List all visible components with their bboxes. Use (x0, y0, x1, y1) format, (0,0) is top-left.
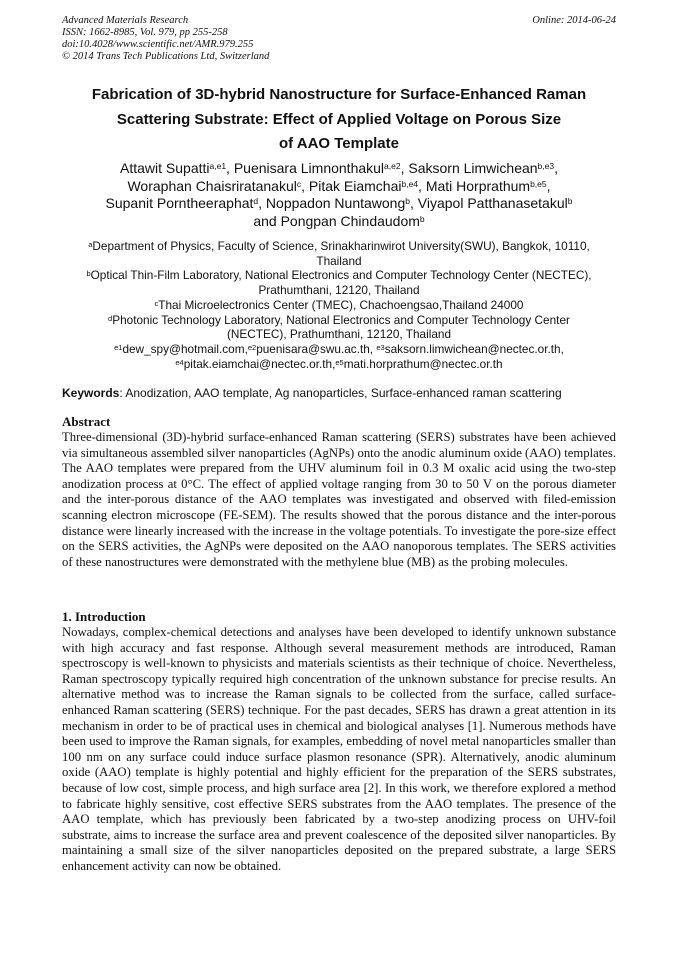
author-sup: b,e3 (537, 161, 555, 171)
author: Woraphan Chaisriratanakul (127, 177, 297, 194)
journal-name: Advanced Materials Research (62, 15, 189, 26)
email: mati.horprathum@nectec.or.th (343, 356, 503, 371)
introduction-heading: 1. Introduction (62, 609, 146, 624)
email-sup: e4 (175, 357, 184, 367)
author: Supanit Porntheeraphat (105, 195, 254, 211)
title-line: of AAO Template (278, 135, 399, 152)
issn-line: ISSN: 1662-8985, Vol. 979, pp 255-258 (62, 27, 228, 38)
abstract-text: Three-dimensional (3D)-hybrid surface-enhanced Raman scattering (SERS) substrates have been achieved via simultaneous assembled silver nanoparticles (AgNPs) onto the anodic aluminum oxide (AAO) templates. The AAO templates were prepared from the UHV aluminum foil in 0.3 M oxalic acid using the two-step anodization process at 0°C. The effect of applied voltage ranging from 30 to 50 V on the porous diameter and the inter-porous distance of the AAO templates was investigated and observed with filed-emission scanning electron microscope (FE-SEM). The results showed that the porous distance and the inter-porous distance were linearly increased with the increase in the voltage potentials. To investigate the pore-size effect on the SERS activities, the AgNPs were deposited on the AAO nanoporous templates. The SERS activities of these nanostructures were demonstrated with the methylene blue (MB) as the probing molecules. (62, 430, 616, 569)
affil-sup: b (86, 269, 91, 279)
author: Pongpan Chindaudom (280, 212, 420, 229)
affiliation-b: Optical Thin-Film Laboratory, National Electronics and Computer Technology Center (NECTEC), (90, 268, 592, 283)
abstract-heading: Abstract (62, 414, 111, 429)
doi-line: doi:10.4028/www.scientific.net/AMR.979.255 (62, 39, 254, 50)
author: Saksorn Limwichean (408, 160, 538, 176)
author-list: Attawit Supatti$^{a,e1}$, Puenisara Limnonthakul$^{a,e2}$, Saksorn Limwichean$^{b,e3}$, Woraphan Chaisriratanakul$^c$, Pitak Eiamchai$^{b,e4}$, Mati Horprathum$^{b,e5}$, Supanit Porntheeraphat$^d$, Noppadon Nuntawong$^b$, Viyapol Patthanasetakul$^b$ and Pongpan Chindaudom$^b$ (105, 160, 573, 229)
affil-sup: c (154, 298, 159, 308)
online-date: Online: 2014-06-24 (532, 15, 616, 26)
keywords-label: Keywords (62, 386, 120, 400)
author-sup: d (253, 196, 259, 206)
author-sup: a,e1 (209, 161, 227, 171)
email-sup: e2 (247, 342, 257, 352)
author: Mati Horprathum (425, 177, 531, 194)
author: Pitak Eiamchai (308, 177, 402, 194)
title-line: Fabrication of 3D-hybrid Nanostructure for Surface-Enhanced Raman (91, 86, 587, 103)
affiliation-b-cont: Prathumthani, 12120, Thailand (258, 283, 420, 298)
paper-title (62, 83, 616, 157)
running-header (62, 15, 616, 63)
author-sup: c (296, 178, 302, 189)
author-sup: b,e5 (530, 178, 547, 189)
abstract-section (62, 414, 616, 570)
author-sup: b (405, 196, 410, 206)
keywords-text: : Anodization, AAO template, Ag nanoparticles, Surface-enhanced raman scattering (119, 386, 562, 400)
affiliation-a-cont: Thailand (316, 253, 362, 268)
affil-sup: d (108, 313, 113, 323)
introduction-section (62, 609, 616, 875)
author: Noppadon Nuntawong (265, 195, 406, 211)
email: saksorn.limwichean@nectec.or.th, (384, 341, 564, 356)
affiliation-d: Photonic Technology Laboratory, National Electronics and Computer Technology Center (112, 312, 570, 327)
author: Attawit Supatti (120, 160, 210, 176)
introduction-text: Nowadays, complex-chemical detections and analyses have been developed to identify unknown substance with high accuracy and fast response. Although several measurement methods are introduced, Raman spectroscopy is well-known to physicists and materials scientists as their technique of choice. Nevertheless, Raman spectroscopy typically required high concentration of the unknown substance for precise results. An alternative method was to increase the Raman signals to be collected from the surface, called surface-enhanced Raman scattering (SERS) technique. For the past decades, SERS has drawn a great attention in its mechanism in order to be of practical uses in chemical and biological analyses [1]. Numerous methods have been used to improve the Raman signals, for examples, embedding of novel metal nanoparticles smaller than 100 nm on any surface could induce surface plasmon resonance (SPR). Alternatively, anodic aluminum oxide (AAO) template is highly potential and highly efficient for the preparation of the SERS substrates, because of low cost, simple process, and high surface area [2]. In this work, we therefore explored a method to fabricate highly sensitive, cost effective SERS substrates from the AAO templates. The presence of the AAO template, which has previously been fabricated by a two-step anodizing process on UHV-foil substrate, aims to increase the surface area and prevent coalescence of the deposited silver nanoparticles. By maintaining a small size of the silver nanoparticles deposited on the prepared substrate, a large SERS enhancement activity can now be obtained. (62, 625, 616, 873)
keywords (62, 386, 616, 401)
email: puenisara@swu.ac.th, (256, 341, 374, 356)
email: dew_spy@hotmail.com, (122, 341, 248, 356)
author: Viyapol Patthanasetakul (417, 195, 568, 211)
copyright-line: © 2014 Trans Tech Publications Ltd, Switzerland (62, 51, 270, 62)
author-sup: b (567, 196, 573, 206)
title-line: Scattering Substrate: Effect of Applied Voltage on Porous Size (116, 110, 562, 128)
affiliation-c: Thai Microelectronics Center (TMEC), Chachoengsao,Thailand 24000 (158, 297, 524, 312)
email: pitak.eiamchai@nectec.or.th, (183, 356, 336, 371)
affil-sup: a (88, 240, 93, 249)
author-sup: b,e4 (401, 178, 419, 189)
email-sup: e1 (114, 342, 123, 352)
affiliations (62, 239, 616, 371)
email-sup: e5 (335, 357, 344, 367)
author: Puenisara Limnonthakul (233, 160, 385, 176)
affiliation-a: Department of Physics, Faculty of Science, Srinakharinwirot University(SWU), Bangkok, 10110, (92, 239, 590, 253)
author-sup: b (419, 213, 425, 224)
email-sup: e3 (376, 342, 385, 352)
author-sup: a,e2 (384, 161, 401, 171)
affiliation-d-cont: (NECTEC), Prathumthani, 12120, Thailand (226, 327, 452, 342)
